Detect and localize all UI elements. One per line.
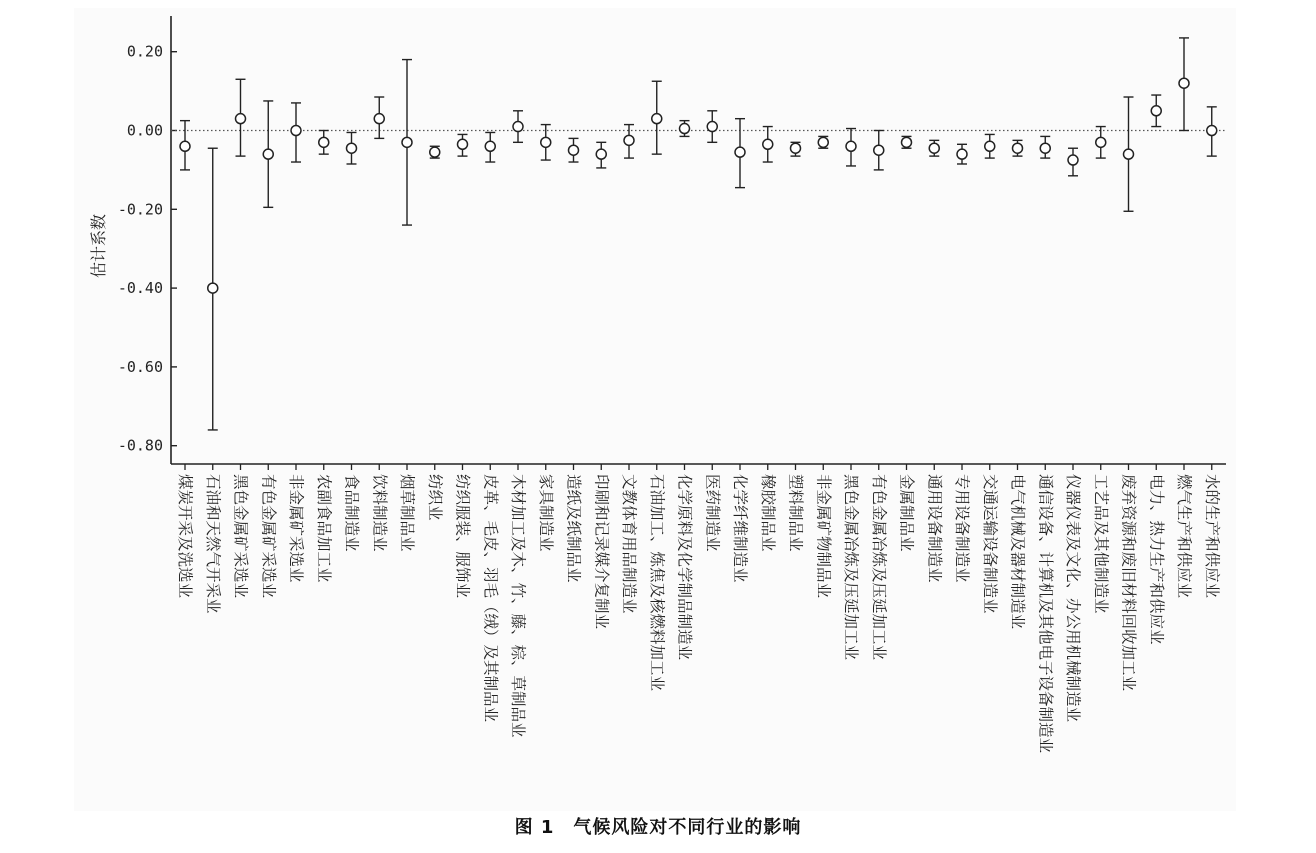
x-category-label: 烟草制品业 <box>398 474 416 552</box>
point-estimate <box>1068 155 1078 165</box>
x-category-label: 废弃资源和废旧材料回收加工业 <box>1119 474 1138 692</box>
x-category-label: 非金属矿物制品业 <box>814 474 833 599</box>
point-estimate <box>985 141 995 151</box>
x-category-label: 木材加工及木、竹、藤、棕、草制品业 <box>509 474 527 738</box>
x-category-label: 造纸及纸制品业 <box>564 474 583 583</box>
point-estimate <box>208 283 218 293</box>
point-estimate <box>541 137 551 147</box>
x-axis <box>171 464 1226 470</box>
y-tick-label: 0.20 <box>126 42 163 61</box>
point-estimate <box>902 137 912 147</box>
x-category-label: 饮料制造业 <box>370 474 389 552</box>
point-estimate <box>1151 106 1161 116</box>
point-estimate <box>291 126 301 136</box>
x-category-label: 水的生产和供应业 <box>1202 474 1221 599</box>
point-estimate <box>569 145 579 155</box>
y-tick-label: -0.20 <box>117 200 163 219</box>
point-estimate <box>735 147 745 157</box>
x-category-label: 石油和天然气开采业 <box>203 474 222 614</box>
x-category-label: 电力、热力生产和供应业 <box>1147 474 1166 645</box>
x-category-label: 家具制造业 <box>536 474 555 552</box>
point-estimate <box>236 114 246 124</box>
x-category-label: 交通运输设备制造业 <box>980 474 999 614</box>
point-estimate <box>707 122 717 132</box>
x-category-label: 有色金属冶炼及压延加工业 <box>869 474 888 661</box>
point-estimate <box>624 135 634 145</box>
point-estimate <box>680 124 690 134</box>
point-estimate <box>1207 126 1217 136</box>
x-category-label: 电气机械及器材制造业 <box>1008 474 1027 630</box>
y-axis-title: 估计系数 <box>89 213 108 279</box>
point-estimate <box>652 114 662 124</box>
x-category-label: 纺织服装、服饰业 <box>453 474 472 599</box>
point-estimate <box>374 114 384 124</box>
point-estimate <box>957 149 967 159</box>
point-estimate <box>1124 149 1134 159</box>
point-estimate <box>791 143 801 153</box>
point-estimate <box>513 122 523 132</box>
y-tick-label: -0.60 <box>117 357 163 376</box>
point-estimate <box>1179 78 1189 88</box>
point-estimate <box>347 143 357 153</box>
x-category-label: 橡胶制品业 <box>758 474 777 552</box>
x-category-label: 黑色金属冶炼及压延加工业 <box>842 474 860 661</box>
x-category-label: 化学原料及化学制品制造业 <box>675 474 694 661</box>
point-estimate <box>874 145 884 155</box>
point-estimate <box>1096 137 1106 147</box>
y-axis <box>118 16 177 464</box>
x-category-label: 化学纤维制造业 <box>731 474 749 583</box>
x-category-label: 纺织业 <box>425 474 444 521</box>
x-category-label: 专用设备制造业 <box>953 474 971 583</box>
y-tick-label: 0.00 <box>126 121 163 140</box>
y-tick-label: -0.80 <box>117 436 163 455</box>
x-category-label: 农副食品加工业 <box>314 474 333 583</box>
point-estimate <box>929 143 939 153</box>
x-category-label: 工艺品及其他制造业 <box>1091 474 1110 614</box>
x-category-label: 塑料制品业 <box>786 474 805 552</box>
x-category-label: 文教体育用品制造业 <box>620 474 638 614</box>
point-estimate <box>846 141 856 151</box>
x-category-label: 通信设备、计算机及其他电子设备制造业 <box>1036 474 1055 754</box>
x-category-label: 通用设备制造业 <box>925 474 944 583</box>
point-estimate <box>596 149 606 159</box>
point-estimate <box>402 137 412 147</box>
point-estimate <box>319 137 329 147</box>
x-category-label: 医药制造业 <box>703 474 722 552</box>
x-category-label: 黑色金属矿采选业 <box>231 474 250 599</box>
x-category-label: 皮革、毛皮、羽毛（绒）及其制品业 <box>481 474 500 723</box>
category-labels <box>176 474 1221 754</box>
error-bar-marks <box>180 38 1217 430</box>
point-estimate <box>485 141 495 151</box>
x-category-label: 仪器仪表及文化、办公用机械制造业 <box>1064 474 1082 723</box>
x-category-label: 食品制造业 <box>342 474 361 552</box>
x-category-label: 燃气生产和供应业 <box>1175 474 1193 599</box>
point-estimate <box>263 149 273 159</box>
point-estimate <box>1040 143 1050 153</box>
figure-caption: 图 1 气候风险对不同行业的影响 <box>514 817 802 838</box>
point-estimate <box>180 141 190 151</box>
point-estimate <box>763 139 773 149</box>
x-category-label: 金属制品业 <box>897 474 916 552</box>
x-category-label: 非金属矿采选业 <box>287 474 305 583</box>
x-category-label: 印刷和记录媒介复制业 <box>592 474 611 630</box>
point-estimate <box>430 147 440 157</box>
point-estimate <box>1013 143 1023 153</box>
x-category-label: 煤炭开采及洗选业 <box>176 474 194 599</box>
y-tick-label: -0.40 <box>117 279 163 298</box>
x-category-label: 有色金属矿采选业 <box>259 474 278 599</box>
point-estimate <box>818 137 828 147</box>
x-category-label: 石油加工、炼焦及核燃料加工业 <box>647 474 666 692</box>
point-estimate <box>458 139 468 149</box>
